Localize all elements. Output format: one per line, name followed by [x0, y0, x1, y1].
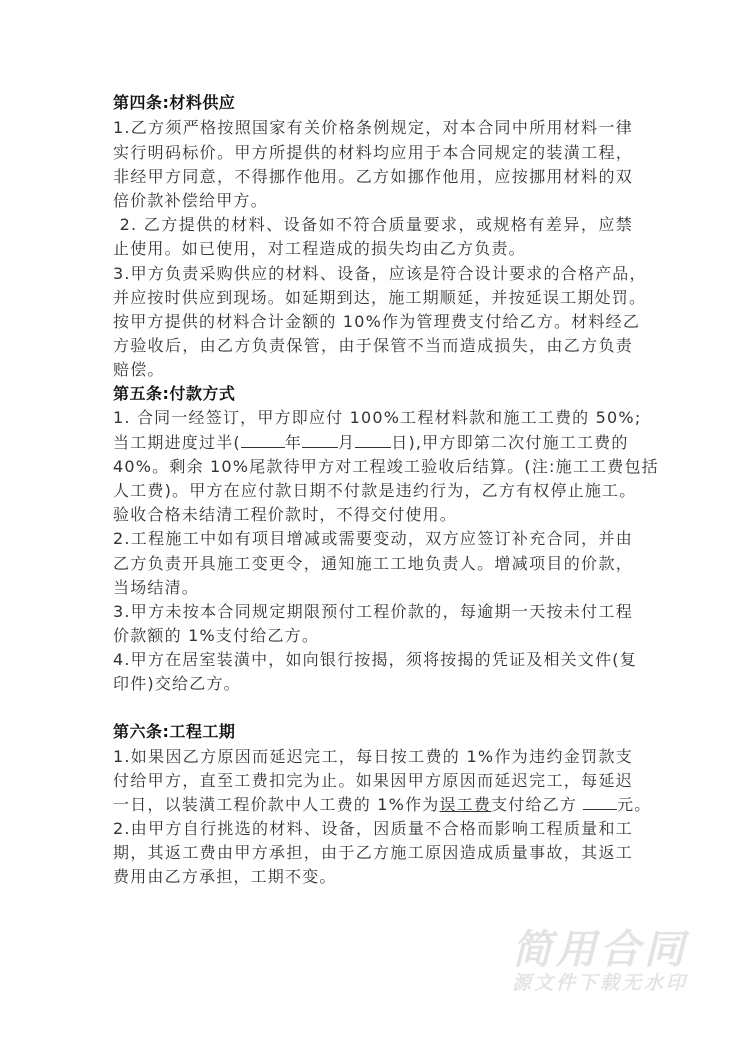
paragraph-line: 倍价款补偿给甲方。 [113, 191, 268, 210]
amount-line-suffix: 元。 [617, 795, 652, 814]
paragraph-line: 40%。剩余 10%尾款待甲方对工程竣工验收后结算。(注:施工工费包括 [113, 457, 659, 476]
paragraph-line-amount-blank [113, 794, 652, 816]
paragraph-line: 人工费)。甲方在应付款日期不付款是违约行为，乙方有权停止施工。 [113, 481, 637, 500]
month-blank [302, 433, 338, 448]
watermark-subtitle: 源文件下载无水印 [512, 972, 689, 994]
paragraph-line: 3.甲方负责采购供应的材料、设备，应该是符合设计要求的合格产品， [113, 264, 647, 283]
paragraph-line: 乙方负责开具施工变更令，通知施工工地负责人。增减项目的价款， [113, 554, 633, 573]
paragraph-line: 1.如果因乙方原因而延迟完工，每日按工费的 1%作为违约金罚款支 [113, 747, 633, 766]
paragraph-line: 印件)交给乙方。 [113, 674, 241, 693]
paragraph-line: 3.甲方未按本合同规定期限预付工程价款的，每逾期一天按未付工程 [113, 602, 633, 621]
paragraph-line: 按甲方提供的材料合计金额的 10%作为管理费支付给乙方。材料经乙 [113, 312, 641, 331]
paragraph-line: 2. 乙方提供的材料、设备如不符合质量要求，或规格有差异，应禁 [113, 215, 633, 234]
section-heading-4: 第四条:材料供应 [113, 93, 236, 112]
month-label: 月 [338, 433, 356, 452]
date-line-suffix: 日),甲方即第二次付施工工费的 [391, 433, 629, 452]
paragraph-line: 付给甲方，直至工费扣完为止。如果因甲方原因而延迟完工，每延迟 [113, 771, 633, 790]
year-blank [241, 433, 285, 448]
paragraph-line: 2.由甲方自行挑选的材料、设备，因质量不合格而影响工程质量和工 [113, 819, 633, 838]
paragraph-line: 4.甲方在居室装潢中，如向银行按揭，须将按揭的凭证及相关文件(复 [113, 650, 637, 669]
date-line-prefix: 当工期进度过半( [113, 433, 241, 452]
amount-line-mid: 支付给乙方 [491, 795, 578, 814]
paragraph-line: 期，其返工费由甲方承担，由于乙方施工原因造成质量事故，其返工 [113, 843, 633, 862]
section-heading-5: 第五条:付款方式 [113, 384, 236, 403]
paragraph-line: 费用由乙方承担，工期不变。 [113, 867, 337, 886]
paragraph-line: 当场结清。 [113, 578, 200, 597]
amount-blank [583, 795, 617, 810]
paragraph-line: 实行明码标价。甲方所提供的材料均应用于本合同规定的装潢工程， [113, 143, 633, 162]
section-heading-6: 第六条:工程工期 [113, 722, 236, 741]
paragraph-line: 止使用。如已使用，对工程造成的损失均由乙方负责。 [113, 239, 526, 258]
paragraph-line: 价款额的 1%支付给乙方。 [113, 626, 320, 645]
amount-line-prefix: 一日，以装潢工程价款中人工费的 1%作为 [113, 795, 440, 814]
paragraph-line: 赔偿。 [113, 360, 165, 379]
paragraph-line-date-blanks [113, 432, 633, 454]
paragraph-line: 1. 合同一经签订，甲方即应付 100%工程材料款和施工工费的 50%; [113, 408, 642, 427]
paragraph-line: 验收合格未结清工程价款时，不得交付使用。 [113, 505, 458, 524]
watermark-title: 简用合同 [512, 927, 688, 973]
underlined-term: 误工费 [439, 795, 492, 814]
day-blank [355, 433, 391, 448]
paragraph-line: 1.乙方须严格按照国家有关价格条例规定，对本合同中所用材料一律 [113, 118, 633, 137]
paragraph-line: 非经甲方同意，不得挪作他用。乙方如挪作他用，应按挪用材料的双 [113, 167, 633, 186]
year-label: 年 [284, 433, 303, 452]
paragraph-line: 2.工程施工中如有项目增减或需要变动，双方应签订补充合同，并由 [113, 529, 633, 548]
paragraph-line: 并应按时供应到现场。如延期到达，施工期顺延，并按延误工期处罚。 [113, 288, 647, 307]
paragraph-line: 方验收后，由乙方负责保管，由于保管不当而造成损失，由乙方负责 [113, 336, 633, 355]
